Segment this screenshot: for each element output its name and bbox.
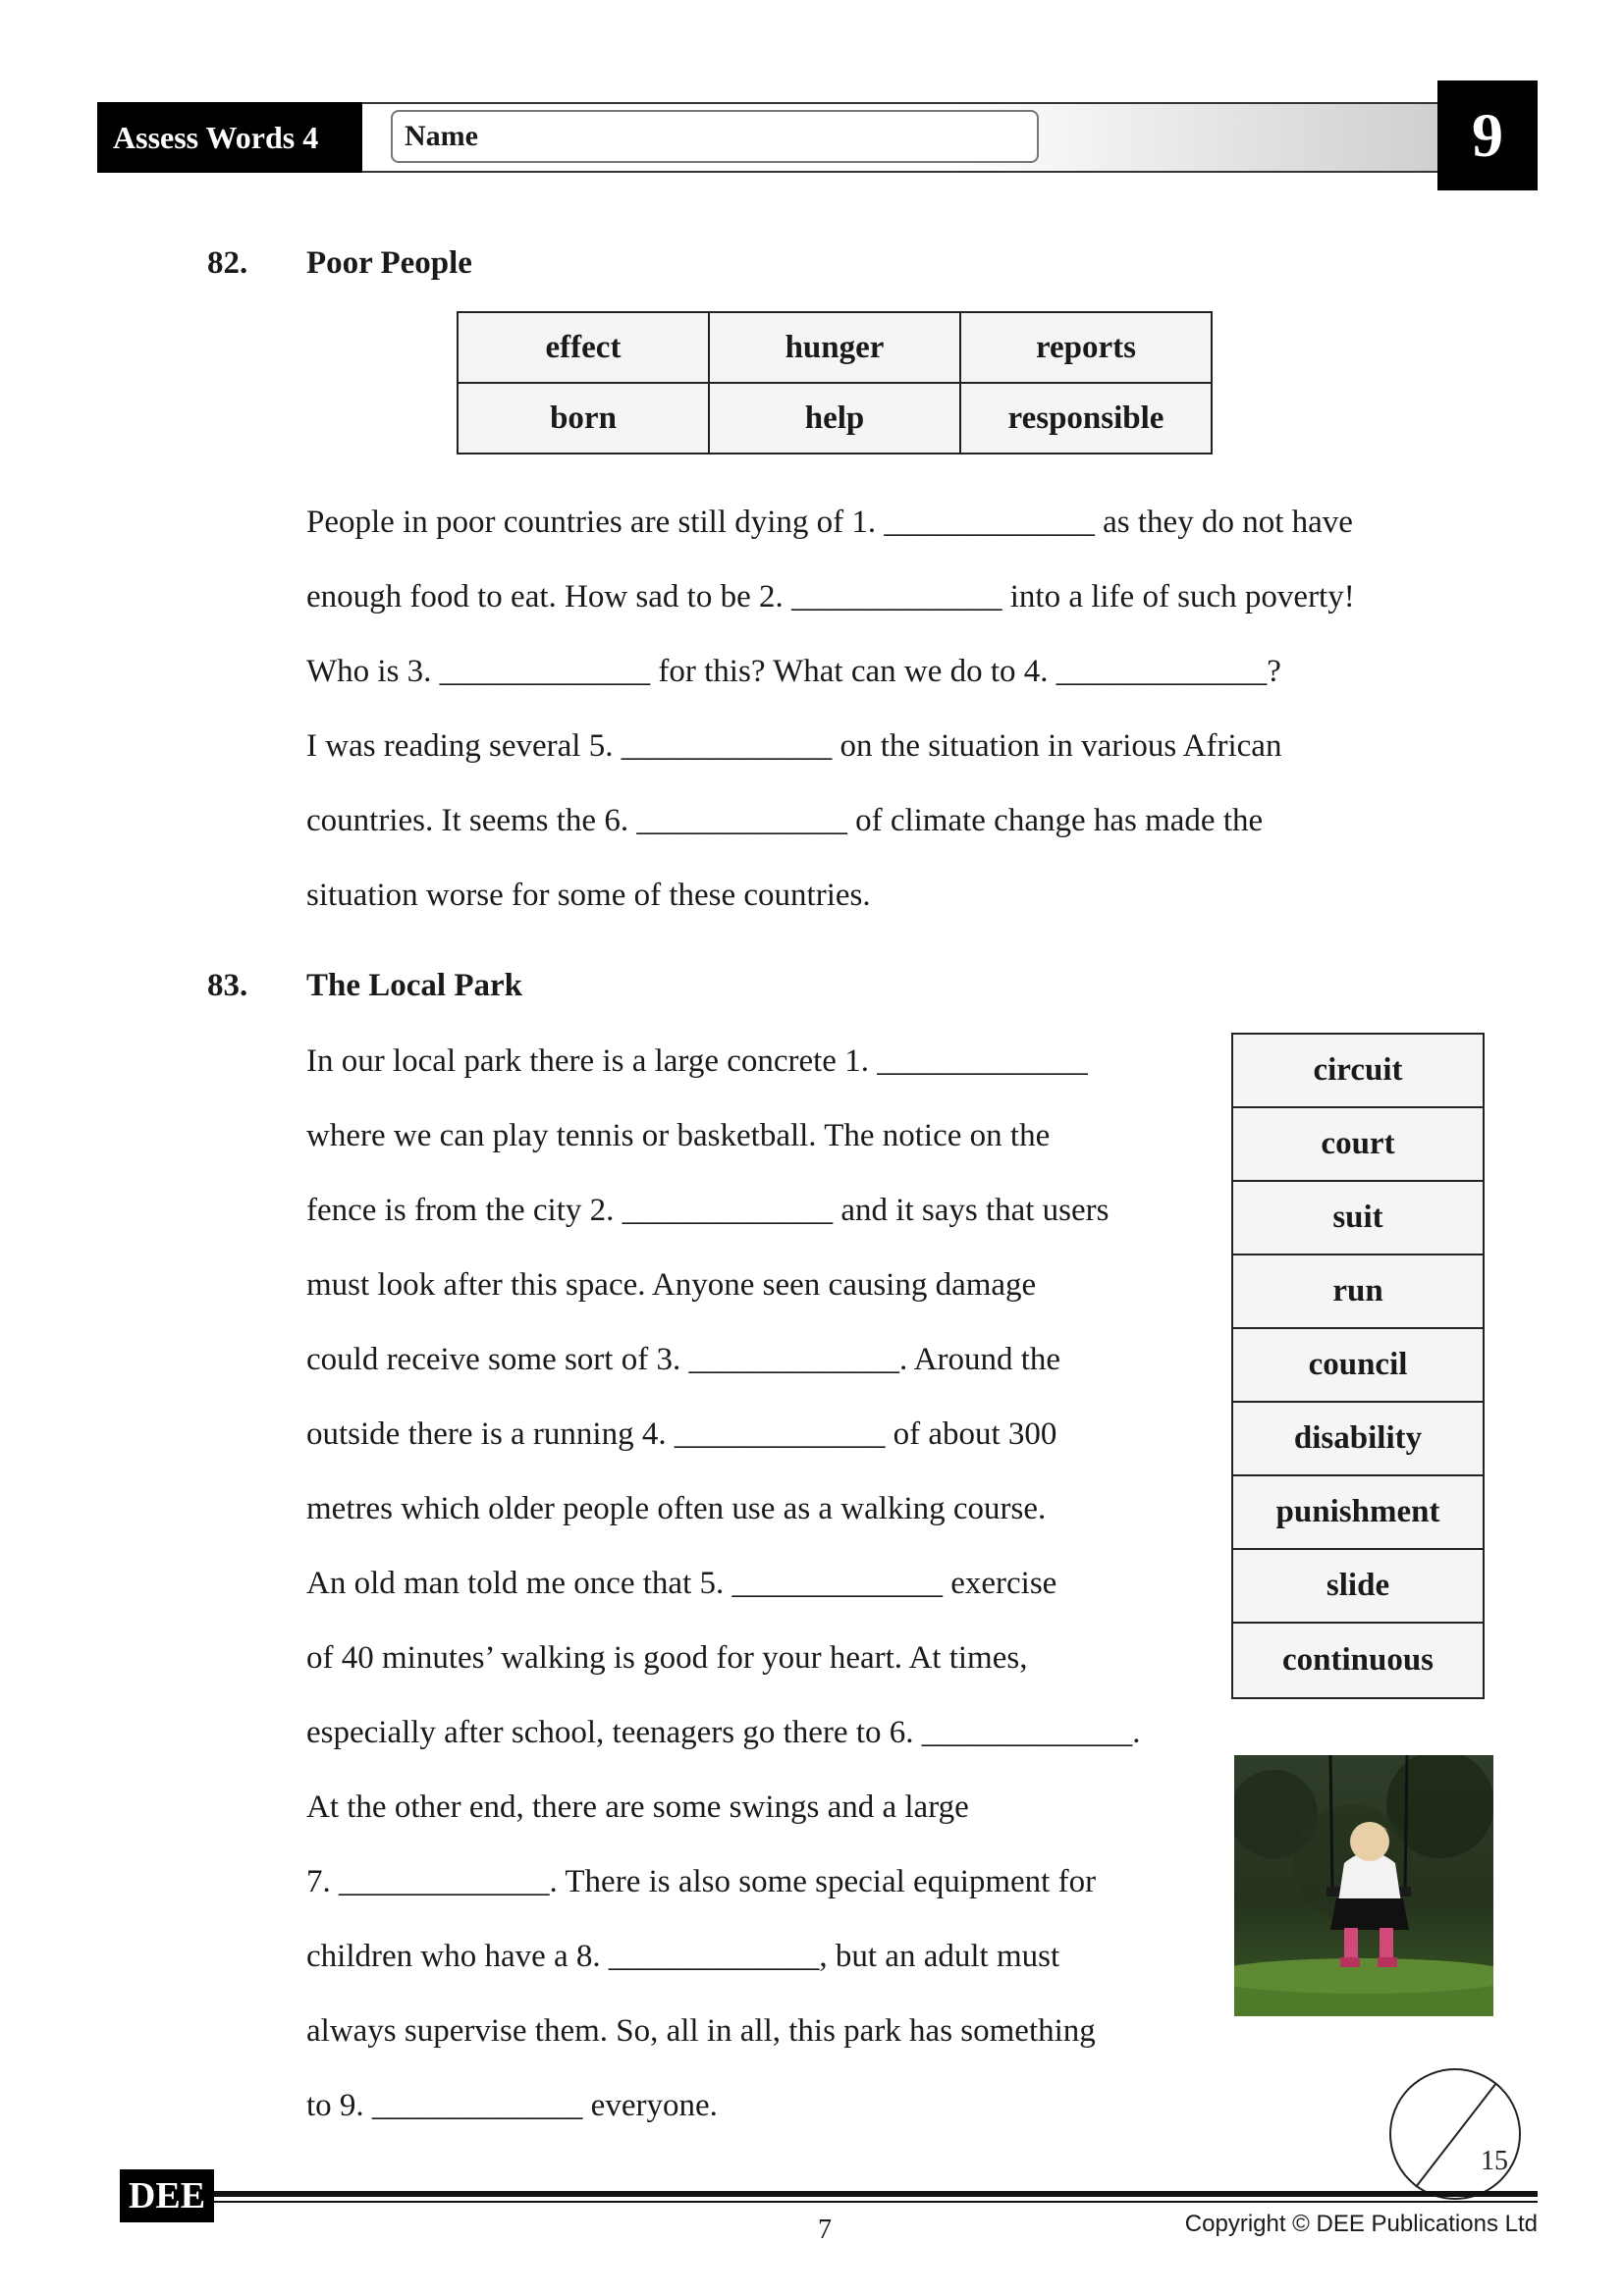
child-on-swing-illustration xyxy=(1234,1755,1493,2016)
passage-line: especially after school, teenagers go there to 6. _____________. xyxy=(306,1715,1141,1750)
passage-line: situation worse for some of these countries. xyxy=(306,878,871,913)
word-cell: responsible xyxy=(960,383,1212,454)
passage-line: countries. It seems the 6. _____________ of climate change has made the xyxy=(306,803,1264,838)
page-number: 7 xyxy=(818,2215,832,2245)
passage-line: outside there is a running 4. _____________ of about 300 xyxy=(306,1416,1057,1452)
passage-line: Who is 3. _____________ for this? What can we do to 4. _____________? xyxy=(306,654,1281,689)
name-field[interactable]: Name xyxy=(391,110,1039,163)
word-cell: hunger xyxy=(709,312,960,383)
question-83-number: 83. xyxy=(207,968,248,1003)
word-cell: slide xyxy=(1233,1550,1483,1624)
passage-line: People in poor countries are still dying of 1. _____________ as they do not have xyxy=(306,505,1353,540)
passage-83 xyxy=(306,1024,1141,2143)
word-cell: effect xyxy=(458,312,709,383)
unit-number-badge: 9 xyxy=(1437,80,1538,190)
question-83-title: The Local Park xyxy=(306,968,522,1003)
word-cell: help xyxy=(709,383,960,454)
word-cell: suit xyxy=(1233,1182,1483,1255)
score-circle xyxy=(1386,2065,1524,2203)
passage-line: always supervise them. So, all in all, this park has something xyxy=(306,2013,1096,2049)
footer-rule xyxy=(214,2191,1538,2207)
word-cell: reports xyxy=(960,312,1212,383)
word-cell: born xyxy=(458,383,709,454)
word-table-82 xyxy=(457,311,1213,454)
word-cell: court xyxy=(1233,1108,1483,1182)
word-cell: run xyxy=(1233,1255,1483,1329)
passage-line: to 9. _____________ everyone. xyxy=(306,2088,718,2123)
passage-line: 7. _____________. There is also some special equipment for xyxy=(306,1864,1097,1899)
question-82-title: Poor People xyxy=(306,245,472,281)
dee-logo: DEE xyxy=(120,2169,214,2222)
copyright-notice: Copyright © DEE Publications Ltd xyxy=(1184,2211,1538,2237)
question-82-number: 82. xyxy=(207,245,248,281)
child-on-swing-photo xyxy=(1234,1755,1493,2016)
passage-line: where we can play tennis or basketball. The notice on the xyxy=(306,1118,1051,1153)
word-cell: punishment xyxy=(1233,1476,1483,1550)
word-cell: circuit xyxy=(1233,1035,1483,1108)
word-cell: disability xyxy=(1233,1403,1483,1476)
passage-line: enough food to eat. How sad to be 2. _____________ into a life of such poverty! xyxy=(306,579,1355,614)
passage-line: fence is from the city 2. _____________ and it says that users xyxy=(306,1193,1110,1228)
passage-line: At the other end, there are some swings and a large xyxy=(306,1789,969,1825)
passage-line: I was reading several 5. _____________ on the situation in various African xyxy=(306,728,1282,764)
section-label: Assess Words 4 xyxy=(97,102,362,173)
word-cell: council xyxy=(1233,1329,1483,1403)
word-list-83 xyxy=(1231,1033,1485,1699)
passage-line: of 40 minutes’ walking is good for your heart. At times, xyxy=(306,1640,1028,1676)
passage-line: metres which older people often use as a walking course. xyxy=(306,1491,1047,1526)
score-total: 15 xyxy=(1481,2146,1508,2176)
passage-line: An old man told me once that 5. _____________ exercise xyxy=(306,1566,1057,1601)
passage-line: In our local park there is a large concrete 1. _____________ xyxy=(306,1043,1088,1079)
passage-line: must look after this space. Anyone seen causing damage xyxy=(306,1267,1037,1303)
word-cell: continuous xyxy=(1233,1624,1483,1697)
passage-line: children who have a 8. _____________, but an adult must xyxy=(306,1939,1060,1974)
score-circle-outline xyxy=(1390,2069,1520,2199)
passage-82 xyxy=(306,485,1355,933)
passage-line: could receive some sort of 3. _____________. Around the xyxy=(306,1342,1061,1377)
